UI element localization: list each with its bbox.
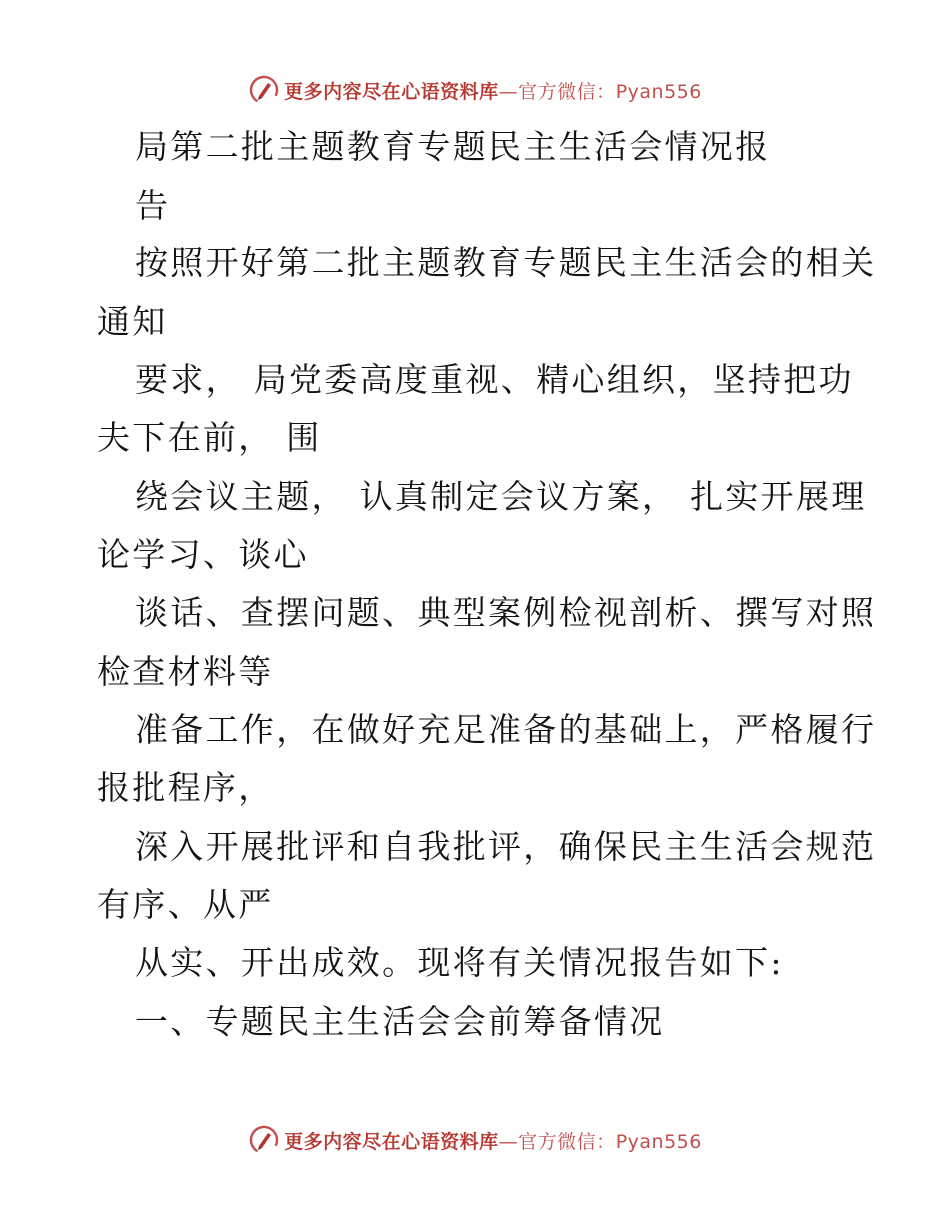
watermark-text: [284, 1127, 702, 1154]
paragraph-line: 从实、开出成效。现将有关情况报告如下:: [135, 943, 784, 982]
watermark-official: 官方微信：: [518, 1130, 616, 1153]
paragraph-line: 论学习、谈心: [97, 535, 309, 574]
paragraph-line: 按照开好第二批主题教育专题民主生活会的相关: [135, 243, 877, 282]
paragraph-line: 要求， 局党委高度重视、精心组织，坚持把功: [135, 360, 854, 399]
watermark-brand: 更多内容尽在心语资料库: [284, 1130, 499, 1153]
paragraph-line: 检查材料等: [97, 652, 274, 691]
paragraph-line: 准备工作，在做好充足准备的基础上，严格履行: [135, 710, 877, 749]
paragraph-line: 有序、从严: [97, 885, 274, 924]
watermark-brand: 更多内容尽在心语资料库: [284, 80, 499, 103]
paragraph-line: 谈话、查摆问题、典型案例检视剖析、撰写对照: [135, 593, 877, 632]
paragraph-line: 绕会议主题， 认真制定会议方案， 扎实开展理: [135, 477, 867, 516]
paragraph-line: 通知: [97, 302, 168, 341]
watermark-wechat-id: Pyan556: [615, 80, 702, 103]
section-heading: 一、专题民主生活会会前筹备情况: [135, 1002, 665, 1041]
pen-logo-icon: [248, 1124, 280, 1156]
watermark-official: 官方微信：: [518, 80, 616, 103]
paragraph-line: 报批程序，: [97, 768, 274, 807]
paragraph-line: 夫下在前， 围: [97, 418, 322, 457]
watermark-dash: —: [498, 80, 519, 103]
paragraph-line: 深入开展批评和自我批评，确保民主生活会规范: [135, 827, 877, 866]
footer-watermark: [0, 1120, 950, 1160]
watermark-dash: —: [498, 1130, 519, 1153]
watermark-wechat-id: Pyan556: [615, 1130, 702, 1153]
document-title-line-2: 告: [135, 186, 171, 225]
document-title-line-1: 局第二批主题教育专题民主生活会情况报: [135, 127, 771, 166]
